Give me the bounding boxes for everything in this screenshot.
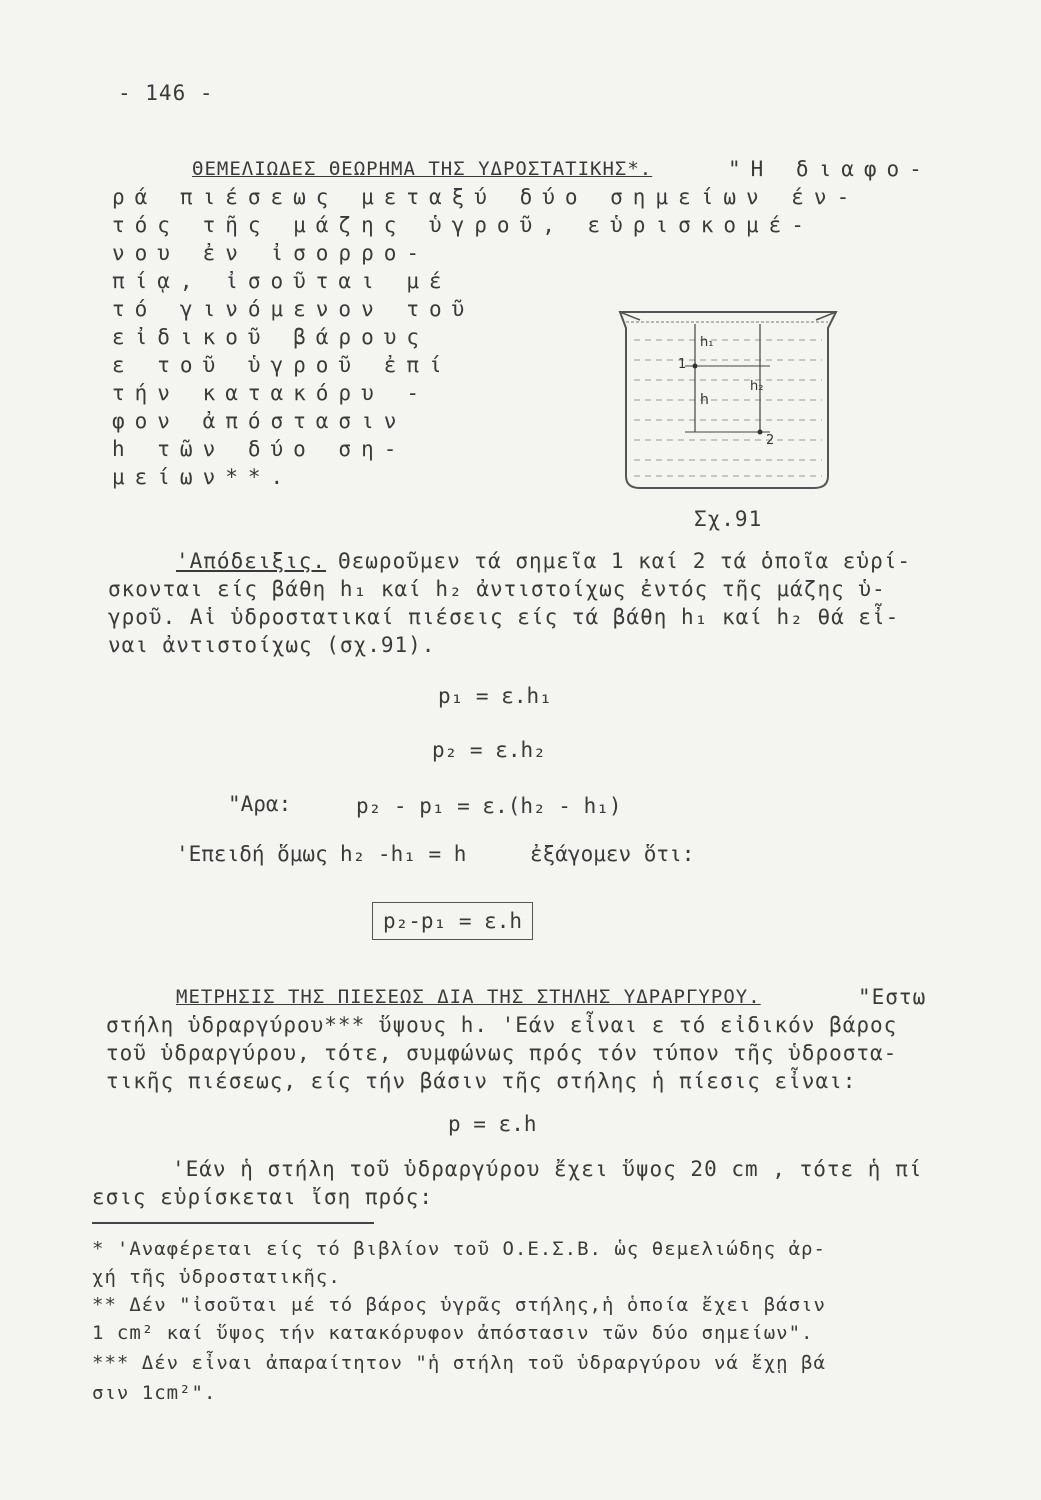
- footnote-line: σιν 1cm²".: [92, 1382, 217, 1404]
- theorem-line: "Η διαφο-: [728, 157, 932, 181]
- theorem-line: πίᾳ, ἰσοῦται μέ: [112, 269, 452, 293]
- theorem-line: τός τῆς μάζης ὑγροῦ, εὑρισκομέ-: [112, 213, 814, 237]
- equation-p2: p₂ = ε.h₂: [432, 738, 546, 762]
- equation-h: h₂ -h₁ = h: [340, 842, 467, 866]
- footnote-line: 1 cm² καί ὕψος τήν κατακόρυφον ἀπόστασιν τῶν δύο σημείων".: [92, 1322, 814, 1344]
- proof-line: σκονται είς βάθη h₁ καί h₂ ἀντιστοίχως ἐντός τῆς μάζης ὑ-: [108, 577, 886, 601]
- section2-last-line: 'Εάν ἡ στήλη τοῦ ὑδραργύρου ἔχει ὕψος 20 cm , τότε ἡ πί: [172, 1157, 923, 1181]
- theorem-line: τήν κατακόρυ -: [112, 381, 430, 405]
- label-point-1: 1: [678, 357, 687, 372]
- beaker-figure: [600, 300, 850, 500]
- theorem-line: εἰδικοῦ βάρους: [112, 325, 430, 349]
- section2-line: τικῆς πιέσεως, είς τήν βάσιν τῆς στήλης ἡ πίεσις εἶναι:: [106, 1069, 857, 1093]
- theorem-line: ε τοῦ ὑγροῦ ἐπί: [112, 353, 452, 377]
- footnote-line: *** Δέν εἶναι ἀπαραίτητον "ἡ στήλη τοῦ ὑδραργύρου νά ἔχῃ βά: [92, 1352, 826, 1374]
- ara-label: "Αρα:: [228, 792, 292, 816]
- label-h: h: [700, 392, 709, 408]
- section2-line: στήλη ὑδραργύρου*** ὕψους h. 'Εάν εἶναι ε τό εἰδικόν βάρος: [106, 1013, 898, 1037]
- footnote-line: χή τῆς ὑδροστατικῆς.: [92, 1266, 341, 1288]
- section2-line: "Εστω: [858, 985, 927, 1009]
- proof-heading: 'Απόδειξις.: [176, 549, 327, 573]
- figure-caption: Σχ.91: [694, 507, 763, 531]
- footnote-line: * 'Αναφέρεται είς τό βιβλίον τοῦ Ο.Ε.Σ.Β. ὡς θεμελιώδης ἀρ-: [92, 1238, 826, 1260]
- epeidi-label: 'Επειδή ὅμως: [176, 842, 328, 866]
- theorem-line: νου ἐν ἰσορρο-: [112, 241, 430, 265]
- footnote-rule: [92, 1222, 374, 1224]
- label-h2: h₂: [750, 379, 764, 394]
- proof-line: Θεωροῦμεν τά σημεῖα 1 καί 2 τά ὁποῖα εὑρί-: [338, 549, 912, 573]
- proof-line: ναι ἀντιστοίχως (σχ.91).: [108, 633, 436, 657]
- equation-p1: p₁ = ε.h₁: [438, 684, 552, 708]
- label-point-2: 2: [766, 433, 775, 448]
- section2-line: τοῦ ὑδραργύρου, τότε, συμφώνως πρός τόν τύπον τῆς ὑδροστα-: [106, 1041, 898, 1065]
- equation-difference: p₂ - p₁ = ε.(h₂ - h₁): [356, 794, 622, 818]
- footnote-line: ** Δέν "ἰσοῦται μέ τό βάρος ὑγρᾶς στήλης,ἡ ὁποία ἔχει βάσιν: [92, 1294, 826, 1316]
- theorem-line: h τῶν δύο ση-: [112, 437, 407, 461]
- boxed-result: p₂-p₁ = ε.h: [372, 902, 533, 940]
- label-h1: h₁: [700, 335, 714, 350]
- section2-title: ΜΕΤΡΗΣΙΣ ΤΗΣ ΠΙΕΣΕΩΣ ΔΙΑ ΤΗΣ ΣΤΗΛΗΣ ΥΔΡΑΡΓΥΡΟΥ.: [176, 986, 761, 1008]
- proof-line: γροῦ. Αἱ ὑδροστατικαί πιέσεις είς τά βάθη h₁ καί h₂ θά εἶ-: [108, 605, 900, 629]
- theorem-line: μείων**.: [112, 465, 294, 489]
- conclusion-text: ἐξάγομεν ὅτι:: [530, 842, 695, 866]
- theorem-line: φον ἀπόστασιν: [112, 409, 407, 433]
- page-number: - 146 -: [118, 81, 214, 105]
- theorem-line: ρά πιέσεως μεταξύ δύο σημείων έν-: [112, 185, 860, 209]
- section2-last-line: εσις εὑρίσκεται ἴση πρός:: [92, 1185, 434, 1209]
- theorem-line: τό γινόμενον τοῦ: [112, 297, 475, 321]
- equation-mercury: p = ε.h: [448, 1112, 537, 1136]
- theorem-title: ΘΕΜΕΛΙΩΔΕΣ ΘΕΩΡΗΜΑ ΤΗΣ ΥΔΡΟΣΤΑΤΙΚΗΣ*.: [192, 158, 653, 180]
